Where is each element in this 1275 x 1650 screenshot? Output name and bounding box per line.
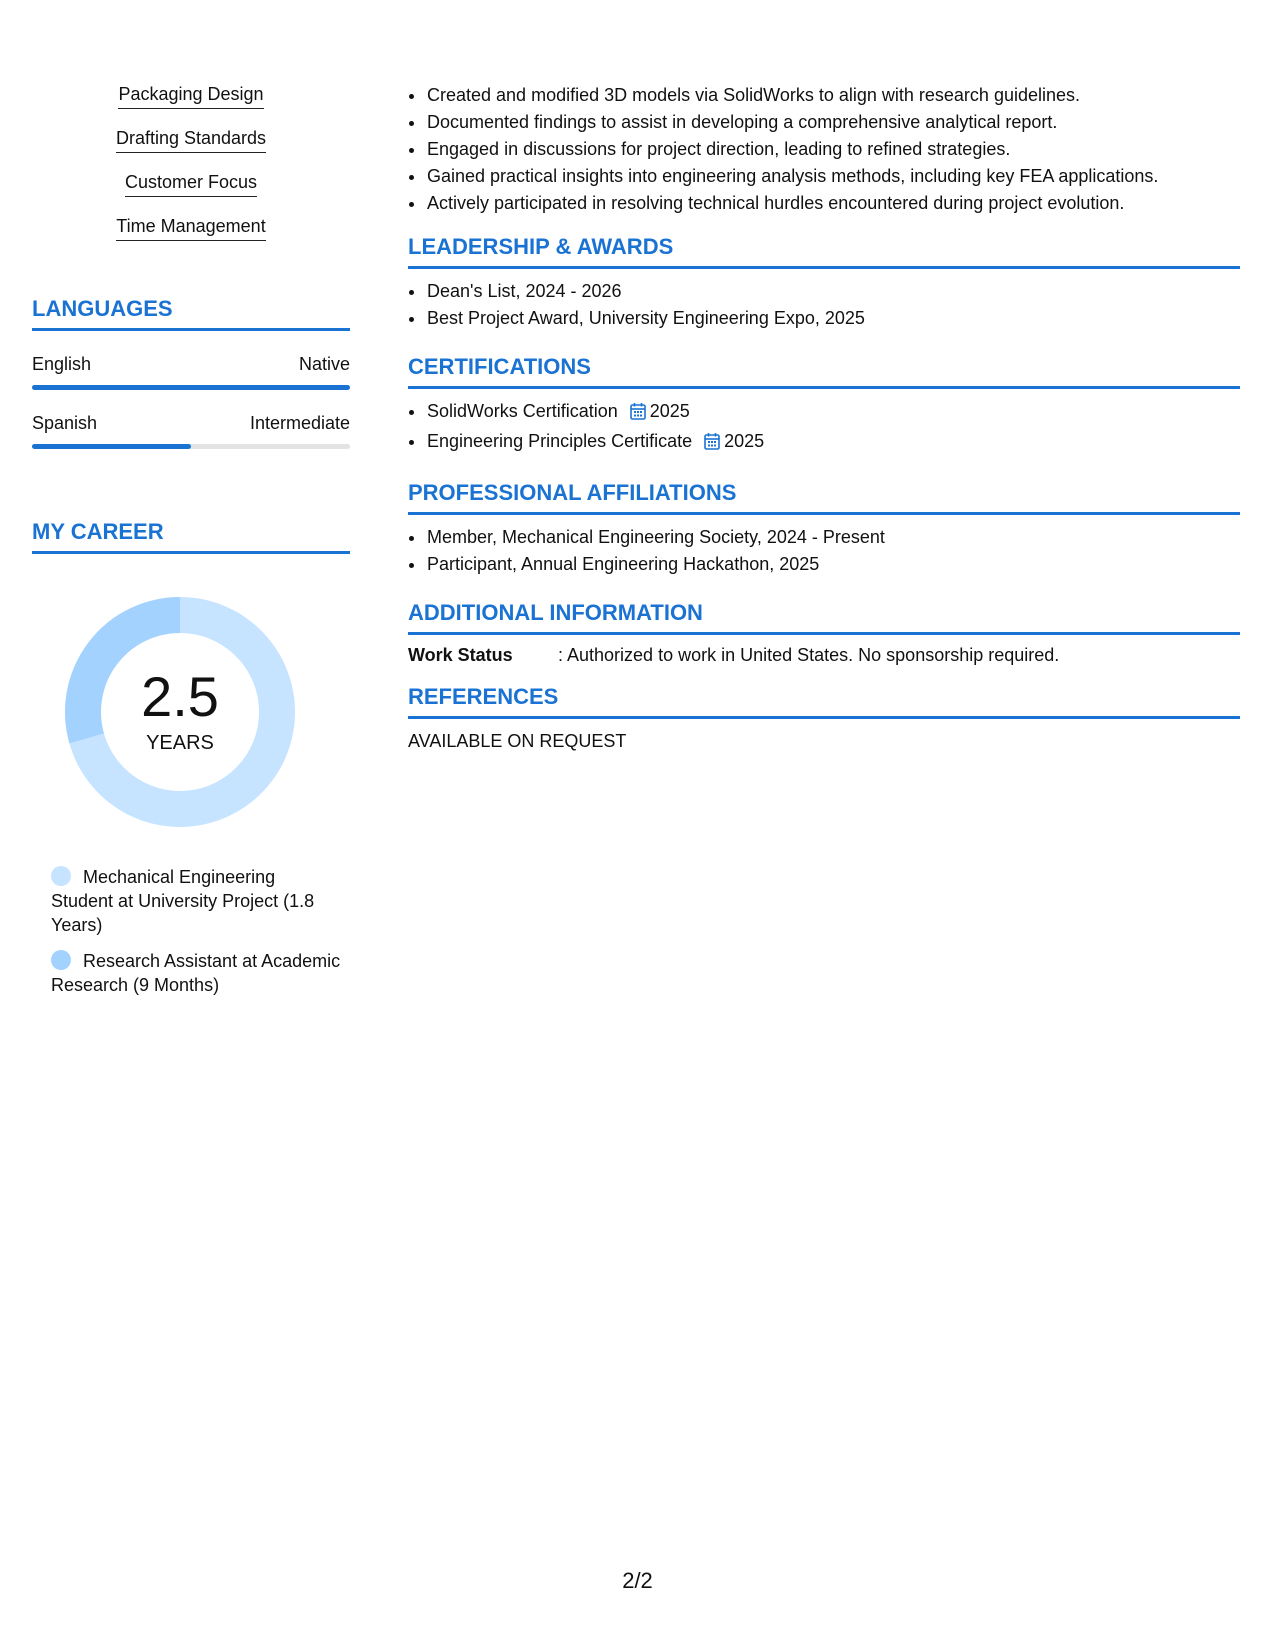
experience-bullet: • Engaged in discussions for project direction, leading to refined strategies.: [426, 136, 1240, 163]
language-bar-fill: [32, 385, 350, 390]
skills-list: [32, 82, 350, 258]
calendar-icon: [630, 401, 646, 428]
left-column: [32, 82, 350, 1009]
legend-dot: [51, 950, 71, 970]
certification-item: [426, 398, 1240, 428]
leadership-item: • Best Project Award, University Engineering Expo, 2025: [426, 305, 1240, 332]
skill-item: Packaging Design: [118, 82, 263, 109]
experience-bullet: • Documented findings to assist in developing a comprehensive analytical report.: [426, 109, 1240, 136]
additional-info-title: ADDITIONAL INFORMATION: [408, 600, 1240, 635]
certification-year: 2025: [649, 401, 690, 421]
career-legend: [51, 865, 341, 997]
career-section: [32, 519, 350, 997]
language-name: Spanish: [32, 413, 98, 433]
experience-bullet: • Gained practical insights into engineering analysis methods, including key FEA applications.: [426, 163, 1240, 190]
right-column: [408, 82, 1240, 754]
references-title: REFERENCES: [408, 684, 1240, 719]
career-total-years: 2.5: [141, 665, 219, 728]
certification-item: [426, 428, 1240, 458]
skill-item: Drafting Standards: [116, 126, 266, 153]
certification-name: Engineering Principles Certificate: [427, 431, 693, 451]
additional-info-section: [408, 600, 1240, 668]
experience-bullet: • Created and modified 3D models via SolidWorks to align with research guidelines.: [426, 82, 1240, 109]
certifications-title: CERTIFICATIONS: [408, 354, 1240, 389]
affiliations-title: PROFESSIONAL AFFILIATIONS: [408, 480, 1240, 515]
affiliations-section: [408, 480, 1240, 578]
language-bar: [32, 444, 350, 449]
legend-dot: [51, 866, 71, 886]
language-level: Intermediate: [249, 413, 350, 433]
leadership-title: LEADERSHIP & AWARDS: [408, 234, 1240, 269]
language-item: [32, 353, 350, 390]
work-status-value: : Authorized to work in United States. No sponsorship required.: [558, 645, 1060, 665]
skill-item: Customer Focus: [125, 170, 257, 197]
language-item: [32, 412, 350, 449]
career-title: MY CAREER: [32, 519, 350, 554]
career-donut-chart: [65, 597, 295, 827]
calendar-icon: [704, 431, 720, 458]
certifications-section: [408, 354, 1240, 458]
languages-section: [32, 296, 350, 449]
page-number: 2/2: [622, 1568, 653, 1593]
languages-title: LANGUAGES: [32, 296, 350, 331]
affiliation-item: • Member, Mechanical Engineering Society, 2024 - Present: [426, 524, 1240, 551]
language-name: English: [32, 354, 92, 374]
legend-item: [51, 865, 341, 937]
leadership-section: [408, 234, 1240, 332]
legend-label: Mechanical Engineering Student at University Project (1.8 Years): [51, 867, 315, 935]
experience-bullets: [408, 82, 1240, 217]
leadership-item: • Dean's List, 2024 - 2026: [426, 278, 1240, 305]
certification-year: 2025: [724, 431, 765, 451]
certification-name: SolidWorks Certification: [427, 401, 618, 421]
language-bar-fill: [32, 444, 191, 449]
references-section: [408, 684, 1240, 754]
skill-item: Time Management: [116, 214, 265, 241]
language-level: Native: [298, 354, 350, 374]
experience-bullet: • Actively participated in resolving technical hurdles encountered during project evolution.: [426, 190, 1240, 217]
work-status-label: Work Status: [408, 645, 513, 665]
career-years-unit: YEARS: [146, 732, 214, 754]
affiliation-item: • Participant, Annual Engineering Hackathon, 2025: [426, 551, 1240, 578]
legend-label: Research Assistant at Academic Research (9 Months): [51, 951, 341, 995]
references-text: AVAILABLE ON REQUEST: [408, 731, 627, 751]
language-bar: [32, 385, 350, 390]
legend-item: [51, 949, 341, 997]
